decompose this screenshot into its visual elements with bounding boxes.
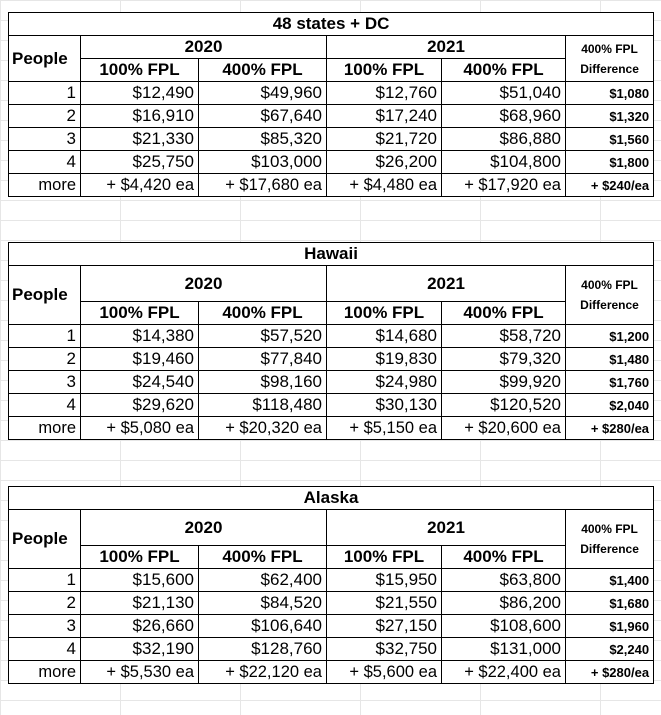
year-2021-header: 2021: [327, 36, 566, 59]
row-label: 2: [9, 105, 81, 128]
cell-difference: + $280/ea: [566, 661, 654, 684]
row-label: 4: [9, 151, 81, 174]
cell-400-2020: $128,760: [199, 638, 327, 661]
table-row: [9, 174, 654, 197]
cell-difference: $1,080: [566, 82, 654, 105]
table-row: [9, 348, 654, 371]
row-label: 4: [9, 394, 81, 417]
fpl-table-48-states: [8, 12, 654, 197]
cell-400-2020: $57,520: [199, 325, 327, 348]
cell-difference: $1,200: [566, 325, 654, 348]
cell-difference: + $240/ea: [566, 174, 654, 197]
col-400-fpl-2020: 400% FPL: [199, 59, 327, 82]
cell-100-2021: $32,750: [327, 638, 442, 661]
cell-100-2020: $15,600: [81, 569, 199, 592]
row-label: 1: [9, 82, 81, 105]
row-label: 4: [9, 638, 81, 661]
cell-400-2021: $108,600: [442, 615, 566, 638]
col-100-fpl-2021: 100% FPL: [327, 546, 442, 569]
difference-header: 400% FPL Difference: [566, 36, 654, 82]
col-100-fpl-2021: 100% FPL: [327, 302, 442, 325]
cell-100-2020: $12,490: [81, 82, 199, 105]
table-row: [9, 592, 654, 615]
cell-400-2021: $104,800: [442, 151, 566, 174]
cell-400-2020: $67,640: [199, 105, 327, 128]
col-400-fpl-2021: 400% FPL: [442, 546, 566, 569]
col-100-fpl-2020: 100% FPL: [81, 546, 199, 569]
row-label: 3: [9, 371, 81, 394]
cell-400-2021: $68,960: [442, 105, 566, 128]
table-row: [9, 371, 654, 394]
table-row: [9, 151, 654, 174]
row-label: 2: [9, 348, 81, 371]
cell-400-2021: $120,520: [442, 394, 566, 417]
cell-difference: $1,320: [566, 105, 654, 128]
cell-100-2020: $25,750: [81, 151, 199, 174]
cell-difference: $1,960: [566, 615, 654, 638]
row-label: 2: [9, 592, 81, 615]
table-row: [9, 569, 654, 592]
cell-100-2020: $29,620: [81, 394, 199, 417]
cell-400-2021: $99,920: [442, 371, 566, 394]
table-row: [9, 325, 654, 348]
year-2021-header: 2021: [327, 266, 566, 302]
row-label: more: [9, 417, 81, 440]
cell-100-2021: $27,150: [327, 615, 442, 638]
cell-400-2020: $49,960: [199, 82, 327, 105]
cell-400-2020: $84,520: [199, 592, 327, 615]
people-header: People: [9, 36, 81, 82]
row-label: 3: [9, 128, 81, 151]
cell-100-2021: $17,240: [327, 105, 442, 128]
cell-400-2021: $79,320: [442, 348, 566, 371]
cell-100-2020: $21,330: [81, 128, 199, 151]
col-400-fpl-2020: 400% FPL: [199, 302, 327, 325]
cell-400-2021: $131,000: [442, 638, 566, 661]
table-row: [9, 615, 654, 638]
cell-400-2020: $77,840: [199, 348, 327, 371]
cell-difference: $1,480: [566, 348, 654, 371]
cell-400-2020: $103,000: [199, 151, 327, 174]
cell-400-2020: $85,320: [199, 128, 327, 151]
year-2020-header: 2020: [81, 36, 327, 59]
cell-100-2020: $19,460: [81, 348, 199, 371]
year-2021-header: 2021: [327, 510, 566, 546]
cell-400-2020: $118,480: [199, 394, 327, 417]
fpl-table-hawaii: [8, 242, 654, 440]
cell-400-2020: + $17,680 ea: [199, 174, 327, 197]
cell-100-2021: $19,830: [327, 348, 442, 371]
cell-400-2021: $58,720: [442, 325, 566, 348]
cell-100-2021: + $5,150 ea: [327, 417, 442, 440]
people-header: People: [9, 266, 81, 325]
row-label: 1: [9, 569, 81, 592]
col-100-fpl-2020: 100% FPL: [81, 59, 199, 82]
cell-difference: $1,760: [566, 371, 654, 394]
row-label: more: [9, 174, 81, 197]
row-label: more: [9, 661, 81, 684]
people-header: People: [9, 510, 81, 569]
cell-400-2021: + $22,400 ea: [442, 661, 566, 684]
table-row: [9, 638, 654, 661]
cell-100-2021: $15,950: [327, 569, 442, 592]
cell-100-2021: + $4,480 ea: [327, 174, 442, 197]
cell-100-2020: $26,660: [81, 615, 199, 638]
cell-100-2021: + $5,600 ea: [327, 661, 442, 684]
cell-100-2020: + $5,080 ea: [81, 417, 199, 440]
difference-header: 400% FPL Difference: [566, 510, 654, 569]
cell-100-2020: $16,910: [81, 105, 199, 128]
cell-400-2021: + $17,920 ea: [442, 174, 566, 197]
table-row: [9, 82, 654, 105]
cell-100-2021: $24,980: [327, 371, 442, 394]
cell-400-2021: $63,800: [442, 569, 566, 592]
cell-100-2021: $14,680: [327, 325, 442, 348]
row-label: 1: [9, 325, 81, 348]
table-title: Alaska: [9, 487, 654, 510]
cell-100-2020: $24,540: [81, 371, 199, 394]
table-title: Hawaii: [9, 243, 654, 266]
table-row: [9, 394, 654, 417]
cell-100-2021: $12,760: [327, 82, 442, 105]
fpl-table-alaska: [8, 486, 654, 684]
cell-400-2021: $86,200: [442, 592, 566, 615]
cell-100-2020: $21,130: [81, 592, 199, 615]
col-400-fpl-2021: 400% FPL: [442, 59, 566, 82]
cell-100-2020: $14,380: [81, 325, 199, 348]
cell-400-2020: + $20,320 ea: [199, 417, 327, 440]
cell-100-2020: + $4,420 ea: [81, 174, 199, 197]
cell-100-2021: $21,550: [327, 592, 442, 615]
table-row: [9, 417, 654, 440]
difference-header: 400% FPL Difference: [566, 266, 654, 325]
cell-difference: $2,040: [566, 394, 654, 417]
cell-100-2020: $32,190: [81, 638, 199, 661]
cell-difference: $1,800: [566, 151, 654, 174]
col-100-fpl-2020: 100% FPL: [81, 302, 199, 325]
col-100-fpl-2021: 100% FPL: [327, 59, 442, 82]
table-row: [9, 105, 654, 128]
cell-difference: + $280/ea: [566, 417, 654, 440]
cell-difference: $1,400: [566, 569, 654, 592]
cell-100-2021: $21,720: [327, 128, 442, 151]
year-2020-header: 2020: [81, 266, 327, 302]
cell-difference: $1,680: [566, 592, 654, 615]
cell-400-2020: $106,640: [199, 615, 327, 638]
cell-100-2021: $26,200: [327, 151, 442, 174]
col-400-fpl-2021: 400% FPL: [442, 302, 566, 325]
cell-400-2021: $51,040: [442, 82, 566, 105]
cell-400-2020: $98,160: [199, 371, 327, 394]
cell-400-2021: + $20,600 ea: [442, 417, 566, 440]
cell-difference: $1,560: [566, 128, 654, 151]
table-title: 48 states + DC: [9, 13, 654, 36]
cell-400-2020: + $22,120 ea: [199, 661, 327, 684]
cell-100-2020: + $5,530 ea: [81, 661, 199, 684]
cell-difference: $2,240: [566, 638, 654, 661]
cell-400-2021: $86,880: [442, 128, 566, 151]
col-400-fpl-2020: 400% FPL: [199, 546, 327, 569]
year-2020-header: 2020: [81, 510, 327, 546]
table-row: [9, 661, 654, 684]
table-row: [9, 128, 654, 151]
cell-400-2020: $62,400: [199, 569, 327, 592]
row-label: 3: [9, 615, 81, 638]
cell-100-2021: $30,130: [327, 394, 442, 417]
